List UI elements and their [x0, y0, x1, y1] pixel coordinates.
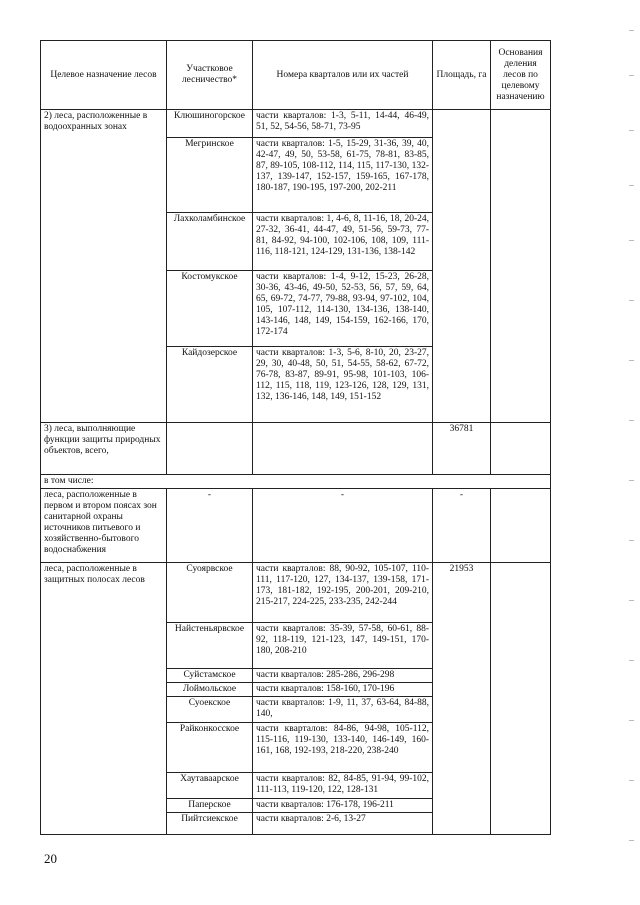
margin-tick	[629, 420, 634, 421]
forestry-name: Пийтсиекское	[167, 813, 253, 835]
forestry-name: Лоймольское	[167, 683, 253, 697]
header-forestry: Участковое лесничество*	[167, 41, 253, 110]
margin-tick	[629, 780, 634, 781]
forestry-name: Суйстамское	[167, 669, 253, 683]
quarters-list: части кварталов: 176-178, 196-211	[253, 799, 433, 813]
empty-cell	[491, 423, 551, 475]
table-row	[41, 489, 551, 563]
empty-cell	[253, 423, 433, 475]
quarters-list: части кварталов: 1-4, 9-12, 15-23, 26-28, 30-36, 43-46, 49-50, 52-53, 56, 57, 59, 64, 65, 69-72, 74-77, 79-88, 93-94, 97-102, 104, 105, 107-112, 114-130, 134-136, 138-140, 143-146, 148, 149, 154-159, 162-166, 170, 172-174	[253, 271, 433, 347]
sanitary-quarters: -	[253, 489, 433, 563]
group2-purpose: 2) леса, расположенные в водоохранных зонах	[41, 110, 167, 423]
quarters-list: части кварталов: 2-6, 13-27	[253, 813, 433, 835]
table-row	[41, 110, 551, 138]
page-number: 20	[44, 851, 57, 866]
table-row	[41, 563, 551, 623]
forestry-name: Суоярвское	[167, 563, 253, 623]
quarters-list: части кварталов: 82, 84-85, 91-94, 99-102, 111-113, 119-120, 122, 128-131	[253, 773, 433, 799]
sanitary-area: -	[433, 489, 491, 563]
margin-tick	[629, 130, 634, 131]
sanitary-forestry: -	[167, 489, 253, 563]
quarters-list: части кварталов: 35-39, 57-58, 60-61, 88-92, 118-119, 121-123, 147, 149-151, 170-180, 208-210	[253, 623, 433, 669]
header-purpose: Целевое назначение лесов	[41, 41, 167, 110]
forestry-name: Кайдозерское	[167, 347, 253, 423]
table-row	[41, 423, 551, 475]
sanitary-purpose: леса, расположенные в первом и втором поясах зон санитарной охраны источников питьевого и хозяйственно-бытового водоснабжения	[41, 489, 167, 563]
forestry-name: Лахколамбинское	[167, 213, 253, 271]
margin-tick	[629, 300, 634, 301]
forestry-name: Найстеньярвское	[167, 623, 253, 669]
quarters-list: части кварталов: 84-86, 94-98, 105-112, 115-116, 119-130, 133-140, 146-149, 160-161, 168, 192-193, 218-220, 238-240	[253, 723, 433, 773]
quarters-list: части кварталов: 285-286, 296-298	[253, 669, 433, 683]
margin-tick	[629, 240, 634, 241]
forestry-name: Мегринское	[167, 138, 253, 213]
group3-purpose: 3) леса, выполняющие функции защиты природных объектов, всего,	[41, 423, 167, 475]
margin-tick	[629, 720, 634, 721]
quarters-list: части кварталов: 1-3, 5-6, 8-10, 20, 23-27, 29, 30, 40-48, 50, 51, 54-55, 58-62, 67-72, 76-78, 83-87, 89-91, 95-98, 101-103, 106-112, 115, 118, 119, 123-126, 128, 129, 131, 132, 136-146, 148, 149, 151-152	[253, 347, 433, 423]
forest-purpose-table	[40, 40, 551, 835]
quarters-list: части кварталов: 158-160, 170-196	[253, 683, 433, 697]
including-label: в том числе:	[41, 475, 551, 489]
margin-tick	[629, 30, 634, 31]
forestry-name: Хаутаваарское	[167, 773, 253, 799]
header-quarters: Номера кварталов или их частей	[253, 41, 433, 110]
quarters-list: части кварталов: 1-5, 15-29, 31-36, 39, 40, 42-47, 49, 50, 53-58, 61-75, 78-81, 83-85, 87, 89-105, 108-112, 114, 115, 117-130, 132-137, 139-147, 152-157, 159-165, 167-178, 180-187, 190-195, 197-200, 202-211	[253, 138, 433, 213]
forestry-name: Суоекское	[167, 697, 253, 723]
margin-tick	[629, 360, 634, 361]
quarters-list: части кварталов: 1, 4-6, 8, 11-16, 18, 20-24, 27-32, 36-41, 44-47, 49, 51-56, 59-73, 77-81, 84-92, 94-100, 102-106, 108, 109, 111-116, 118-121, 124-129, 131-136, 138-142	[253, 213, 433, 271]
table-row	[41, 475, 551, 489]
margin-ticks	[620, 0, 640, 905]
protective-area: 21953	[433, 563, 491, 835]
header-basis: Основания деления лесов по целевому назначению	[491, 41, 551, 110]
protective-purpose: леса, расположенные в защитных полосах лесов	[41, 563, 167, 835]
protective-basis	[491, 563, 551, 835]
group2-area	[433, 110, 491, 423]
empty-cell	[491, 489, 551, 563]
forestry-name: Клюшиногорское	[167, 110, 253, 138]
forestry-name: Костомукское	[167, 271, 253, 347]
group2-basis	[491, 110, 551, 423]
forestry-name: Райконкосское	[167, 723, 253, 773]
empty-cell	[167, 423, 253, 475]
margin-tick	[629, 660, 634, 661]
margin-tick	[629, 600, 634, 601]
margin-tick	[629, 540, 634, 541]
margin-tick	[629, 480, 634, 481]
forestry-name: Паперское	[167, 799, 253, 813]
margin-tick	[629, 840, 634, 841]
margin-tick	[629, 75, 634, 76]
quarters-list: части кварталов: 88, 90-92, 105-107, 110-111, 117-120, 127, 134-137, 139-158, 171-173, 181-182, 192-195, 200-201, 209-210, 215-217, 224-225, 233-235, 242-244	[253, 563, 433, 623]
quarters-list: части кварталов: 1-3, 5-11, 14-44, 46-49, 51, 52, 54-56, 58-71, 73-95	[253, 110, 433, 138]
header-row	[41, 41, 551, 110]
quarters-list: части кварталов: 1-9, 11, 37, 63-64, 84-88, 140,	[253, 697, 433, 723]
header-area: Площадь, га	[433, 41, 491, 110]
group3-area: 36781	[433, 423, 491, 475]
margin-tick	[629, 185, 634, 186]
